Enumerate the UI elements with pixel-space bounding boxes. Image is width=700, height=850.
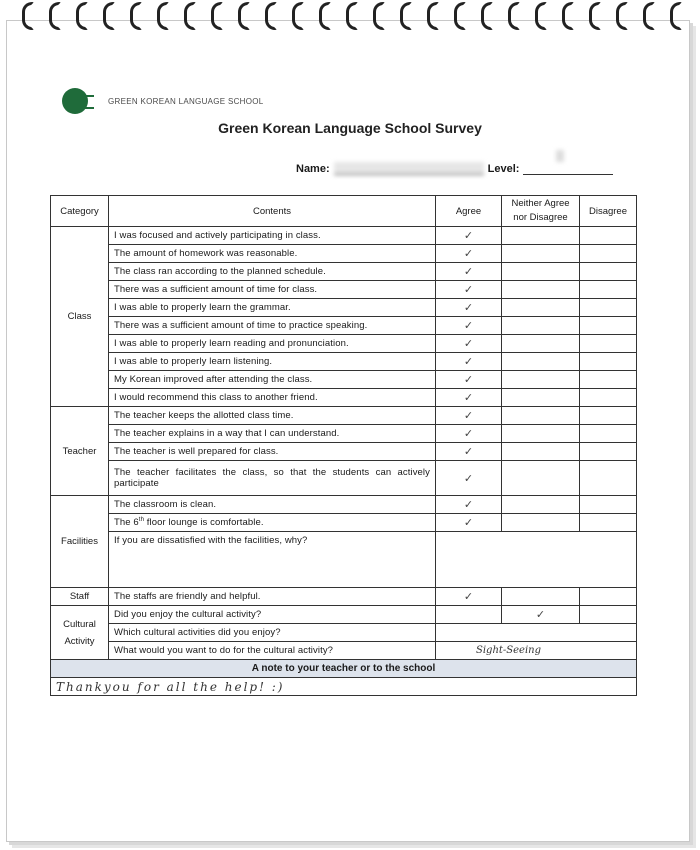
binding-ring [481, 2, 493, 30]
agree-checkbox[interactable]: ✓ [436, 514, 502, 532]
agree-checkbox[interactable]: ✓ [436, 371, 502, 389]
table-row [51, 425, 637, 443]
binding-ring [535, 2, 547, 30]
table-row [51, 317, 637, 335]
row-text: My Korean improved after attending the class. [109, 371, 436, 389]
agree-checkbox[interactable]: ✓ [436, 443, 502, 461]
neither-checkbox[interactable] [502, 227, 580, 245]
neither-checkbox[interactable] [502, 588, 580, 606]
agree-checkbox[interactable]: ✓ [436, 299, 502, 317]
binding-ring [427, 2, 439, 30]
level-label: Level: [487, 162, 520, 175]
category-facilities: Facilities [51, 496, 109, 588]
disagree-checkbox[interactable] [580, 281, 637, 299]
cultural-enjoyed-answer[interactable] [436, 624, 637, 642]
table-row [51, 263, 637, 281]
binding-ring [265, 2, 277, 30]
neither-checkbox[interactable] [502, 461, 580, 496]
page-title: Green Korean Language School Survey [218, 120, 482, 136]
disagree-checkbox[interactable] [580, 514, 637, 532]
binding-ring [157, 2, 169, 30]
binding-ring [22, 2, 34, 30]
row-text: I was focused and actively participating in class. [109, 227, 436, 245]
row-text: Which cultural activities did you enjoy? [109, 624, 436, 642]
disagree-checkbox[interactable] [580, 371, 637, 389]
binding-ring [616, 2, 628, 30]
agree-checkbox[interactable]: ✓ [436, 335, 502, 353]
agree-checkbox[interactable]: ✓ [436, 407, 502, 425]
category-staff: Staff [51, 588, 109, 606]
binding-ring [454, 2, 466, 30]
binding-ring [373, 2, 385, 30]
agree-checkbox[interactable]: ✓ [436, 425, 502, 443]
header-agree: Agree [436, 196, 502, 227]
table-row [51, 281, 637, 299]
table-row [51, 353, 637, 371]
row-text: I was able to properly learn reading and pronunciation. [109, 335, 436, 353]
binding-ring [76, 2, 88, 30]
binding-ring [589, 2, 601, 30]
binding-ring [238, 2, 250, 30]
name-field-redacted[interactable] [334, 162, 484, 175]
neither-checkbox[interactable]: ✓ [502, 606, 580, 624]
row-text: There was a sufficient amount of time for class. [109, 281, 436, 299]
table-header-row [51, 196, 637, 227]
table-row [51, 496, 637, 514]
neither-checkbox[interactable] [502, 245, 580, 263]
header-disagree: Disagree [580, 196, 637, 227]
binding-ring [103, 2, 115, 30]
binding-ring [670, 2, 682, 30]
neither-checkbox[interactable] [502, 389, 580, 407]
neither-checkbox[interactable] [502, 407, 580, 425]
agree-checkbox[interactable]: ✓ [436, 245, 502, 263]
table-row [51, 461, 637, 496]
disagree-checkbox[interactable] [580, 588, 637, 606]
ordinal-suffix: th [138, 516, 145, 523]
disagree-checkbox[interactable] [580, 335, 637, 353]
table-row [51, 371, 637, 389]
spiral-binding [22, 0, 682, 34]
binding-ring [130, 2, 142, 30]
row-text: If you are dissatisfied with the facilities, why? [109, 532, 436, 588]
neither-checkbox[interactable] [502, 425, 580, 443]
disagree-checkbox[interactable] [580, 245, 637, 263]
name-level-row [296, 162, 613, 175]
neither-checkbox[interactable] [502, 371, 580, 389]
row-text: The teacher explains in a way that I can understand. [109, 425, 436, 443]
header-category: Category [51, 196, 109, 227]
school-logo [62, 88, 264, 114]
row-text: The teacher keeps the allotted class time. [109, 407, 436, 425]
table-row [51, 642, 637, 660]
neither-checkbox[interactable] [502, 443, 580, 461]
neither-checkbox[interactable] [502, 281, 580, 299]
header-neither: Neither Agree nor Disagree [502, 196, 580, 227]
table-row [51, 245, 637, 263]
row-text: The amount of homework was reasonable. [109, 245, 436, 263]
disagree-checkbox[interactable] [580, 461, 637, 496]
row-text: The teacher is well prepared for class. [109, 443, 436, 461]
logo-mark-icon [62, 88, 88, 114]
binding-ring [508, 2, 520, 30]
note-header: A note to your teacher or to the school [51, 660, 637, 678]
agree-checkbox[interactable] [436, 606, 502, 624]
survey-table [50, 195, 637, 696]
table-row [51, 588, 637, 606]
disagree-checkbox[interactable] [580, 443, 637, 461]
binding-ring [292, 2, 304, 30]
note-answer[interactable]: Thankyou for all the help! :) [51, 678, 637, 696]
disagree-checkbox[interactable] [580, 263, 637, 281]
table-row [51, 606, 637, 624]
table-row [51, 389, 637, 407]
disagree-checkbox[interactable] [580, 317, 637, 335]
row-text: The staffs are friendly and helpful. [109, 588, 436, 606]
note-row [51, 678, 637, 696]
agree-checkbox[interactable]: ✓ [436, 227, 502, 245]
row-text: Did you enjoy the cultural activity? [109, 606, 436, 624]
row-text: I was able to properly learn the grammar. [109, 299, 436, 317]
disagree-checkbox[interactable] [580, 606, 637, 624]
table-row [51, 624, 637, 642]
agree-checkbox[interactable]: ✓ [436, 281, 502, 299]
disagree-checkbox[interactable] [580, 299, 637, 317]
binding-ring [49, 2, 61, 30]
disagree-checkbox[interactable] [580, 389, 637, 407]
agree-checkbox[interactable]: ✓ [436, 389, 502, 407]
name-label: Name: [296, 162, 330, 175]
row-text: The classroom is clean. [109, 496, 436, 514]
level-redacted-mark [556, 150, 564, 162]
category-teacher: Teacher [51, 407, 109, 496]
binding-ring [211, 2, 223, 30]
agree-checkbox[interactable]: ✓ [436, 588, 502, 606]
neither-checkbox[interactable] [502, 317, 580, 335]
row-text: The class ran according to the planned schedule. [109, 263, 436, 281]
agree-checkbox[interactable]: ✓ [436, 461, 502, 496]
table-row [51, 532, 637, 588]
row-text: I would recommend this class to another friend. [109, 389, 436, 407]
agree-checkbox[interactable]: ✓ [436, 353, 502, 371]
agree-checkbox[interactable]: ✓ [436, 317, 502, 335]
category-class: Class [51, 227, 109, 407]
table-row [51, 299, 637, 317]
level-field[interactable] [523, 163, 613, 175]
row-text: I was able to properly learn listening. [109, 353, 436, 371]
neither-checkbox[interactable] [502, 263, 580, 281]
neither-checkbox[interactable] [502, 299, 580, 317]
row-text-part: The 6 [114, 517, 139, 529]
disagree-checkbox[interactable] [580, 425, 637, 443]
neither-checkbox[interactable] [502, 514, 580, 532]
table-row [51, 227, 637, 245]
disagree-checkbox[interactable] [580, 496, 637, 514]
neither-checkbox[interactable] [502, 496, 580, 514]
row-text: The teacher facilitates the class, so that the students can actively participate [109, 461, 436, 496]
disagree-checkbox[interactable] [580, 353, 637, 371]
facilities-answer-field[interactable] [436, 532, 637, 588]
category-cultural: Cultural Activity [51, 606, 109, 660]
binding-ring [643, 2, 655, 30]
row-text: There was a sufficient amount of time to practice speaking. [109, 317, 436, 335]
agree-checkbox[interactable]: ✓ [436, 496, 502, 514]
neither-checkbox[interactable] [502, 335, 580, 353]
table-row [51, 407, 637, 425]
disagree-checkbox[interactable] [580, 407, 637, 425]
table-row [51, 514, 637, 532]
agree-checkbox[interactable]: ✓ [436, 263, 502, 281]
row-text [109, 514, 436, 532]
binding-ring [562, 2, 574, 30]
cultural-wish-answer[interactable]: Sight-Seeing [436, 642, 637, 660]
row-text-part: floor lounge is comfortable. [144, 517, 264, 529]
table-row [51, 443, 637, 461]
note-header-row [51, 660, 637, 678]
row-text: What would you want to do for the cultural activity? [109, 642, 436, 660]
neither-checkbox[interactable] [502, 353, 580, 371]
header-contents: Contents [109, 196, 436, 227]
table-row [51, 335, 637, 353]
binding-ring [184, 2, 196, 30]
logo-text: GREEN KOREAN LANGUAGE SCHOOL [108, 96, 264, 106]
binding-ring [400, 2, 412, 30]
binding-ring [319, 2, 331, 30]
binding-ring [346, 2, 358, 30]
disagree-checkbox[interactable] [580, 227, 637, 245]
